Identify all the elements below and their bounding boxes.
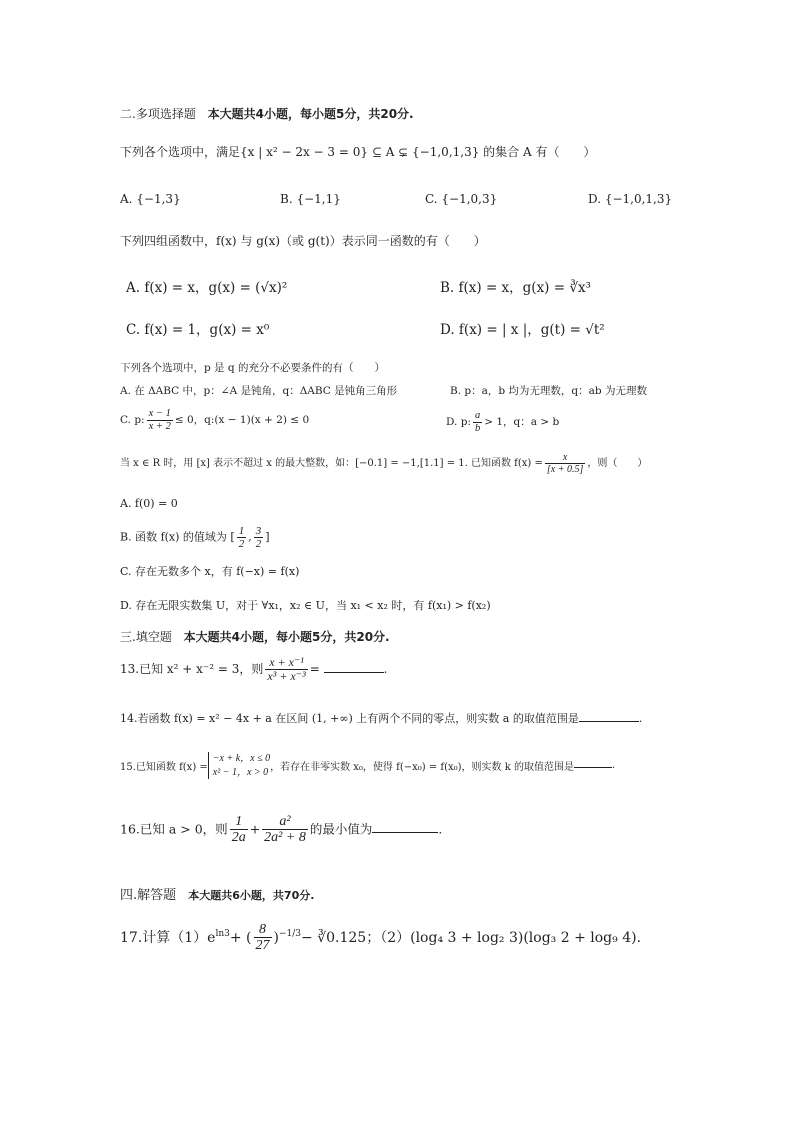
section-4-desc: 本大题共6小题，共70分.: [188, 889, 315, 902]
question-14: 14.若函数 f(x) = x² − 4x + a 在区间 (1, +∞) 上有两个不同的零点，则实数 a 的取值范围是 .: [120, 712, 643, 725]
q11-c-fraction: [147, 408, 173, 432]
q16-num-2: a²: [262, 814, 308, 830]
q15-row-2: x² − 1，x > 0: [212, 766, 269, 778]
question-15: 15.已知函数 f(x) = −x + k，x ≤ 0 x² − 1，x > 0 ，若存在非零实数 x₀，使得 f(−x₀) = f(x₀)，则实数 k 的取值范围是 .: [120, 753, 616, 778]
q11-option-c: [120, 408, 309, 432]
q12-f-denominator: [x + 0.5]: [546, 464, 584, 475]
q13-fraction: [265, 656, 307, 683]
question-11-stem: 下列各个选项中，p 是 q 的充分不必要条件的有（ ）: [120, 362, 385, 374]
q16-num-1: 1: [230, 814, 248, 830]
q16-fraction-1: [230, 814, 248, 846]
question-9-stem: 下列各个选项中，满足{x | x² − 2x − 3 = 0} ⊆ A ⊊ {−1,0,1,3} 的集合 A 有（ ）: [120, 145, 596, 159]
q12-b-num-2: 3: [255, 525, 262, 537]
q12-b-num-1: 1: [238, 525, 245, 537]
q16-fraction-2: [262, 814, 308, 846]
q11-d-suffix: > 1，q：a > b: [484, 416, 560, 429]
q14-answer-blank[interactable]: [579, 711, 639, 722]
section-3-desc: 本大题共4小题，每小题5分，共20分.: [183, 630, 390, 644]
question-10-stem: 下列四组函数中，f(x) 与 g(x)（或 g(t)）表示同一函数的有（ ）: [120, 234, 486, 248]
q11-c-numerator: x − 1: [148, 408, 171, 419]
q12-f-numerator: x: [545, 452, 585, 464]
q17-numerator: 8: [254, 922, 272, 938]
section-4-heading: [120, 884, 314, 903]
q17-denominator: 27: [255, 938, 270, 954]
q11-c-prefix: C. p:: [120, 414, 145, 427]
q12-option-a: A. f(0) = 0: [120, 497, 178, 510]
q11-c-denominator: x + 2: [148, 420, 171, 432]
q15-suffix: ，若存在非零实数 x₀，使得 f(−x₀) = f(x₀)，则实数 k 的取值范围是: [270, 762, 574, 773]
q10-option-b: B. f(x) = x，g(x) = ∛x³: [440, 280, 591, 296]
q12-option-b: B. 函数 f(x) 的值域为 [ $\frac{1}{2}$ , $\frac{3}{2}$ ]: [120, 525, 270, 551]
q13-equals: =: [309, 662, 324, 677]
q15-prefix: 15.已知函数 f(x) =: [120, 762, 208, 773]
q11-d-denominator: b: [474, 422, 481, 434]
q16-den-1: 2a: [231, 830, 246, 846]
q14-text: 14.若函数 f(x) = x² − 4x + a 在区间 (1, +∞) 上有两个不同的零点，则实数 a 的取值范围是: [120, 712, 579, 725]
q11-option-d: [446, 410, 559, 434]
q16-den-2: 2a² + 8: [264, 830, 306, 846]
q17-prefix: 17.计算（1）e: [120, 929, 216, 946]
q12-b-fraction-2: [254, 525, 264, 550]
section-2-heading: [120, 105, 414, 122]
q11-d-prefix: D. p:: [446, 416, 471, 429]
q17-exponent-1: ln3: [215, 929, 230, 940]
question-12: [120, 452, 647, 475]
section-4-title: 四.解答题: [120, 888, 177, 903]
q12-function-fraction: [545, 452, 585, 475]
q9-option-a: A. {−1,3}: [120, 192, 181, 206]
q13-denominator: x³ + x⁻³: [267, 669, 306, 684]
q9-option-c: C. {−1,0,3}: [425, 192, 498, 206]
q10-option-d: D. f(x) = | x |，g(t) = √t²: [440, 322, 605, 338]
q17-paren-open: + (: [229, 929, 252, 946]
section-3-title: 三.填空题: [120, 630, 172, 644]
question-9: [120, 143, 595, 160]
question-13: 13.已知 x² + x⁻² = 3，则 $\frac{\text{x + x⁻¹}}{\text{x³ + x⁻³}}$ = .: [120, 655, 388, 684]
q15-piecewise: [208, 752, 270, 779]
q16-suffix: 的最小值为: [309, 821, 373, 837]
q17-paren-close: ): [273, 929, 279, 946]
q13-numerator: x + x⁻¹: [265, 656, 307, 670]
question-12-stem: 当 x ∈ R 时，用 [x] 表示不超过 x 的最大整数，如：[−0.1] = −1,[1.1] = 1. 已知函数 f(x) =: [120, 458, 543, 469]
q12-option-d: D. 存在无限实数集 U，对于 ∀x₁，x₂ ∈ U，当 x₁ < x₂ 时，有 f(x₁) > f(x₂): [120, 599, 491, 612]
q13-prefix: 13.已知 x² + x⁻² = 3，则: [120, 662, 264, 677]
q12-option-c: C. 存在无数多个 x，有 f(−x) = f(x): [120, 565, 300, 578]
q11-d-fraction: [473, 410, 482, 434]
q16-plus: +: [249, 821, 261, 837]
q17-rest: − ∛0.125；（2）(log₄ 3 + log₂ 3)(log₃ 2 + log₉ 4).: [301, 929, 642, 946]
q12-b-suffix: ]: [265, 530, 270, 544]
q16-answer-blank[interactable]: [372, 822, 438, 833]
q12-b-prefix: B. 函数 f(x) 的值域为 [: [120, 530, 235, 544]
q11-option-b: B. p：a，b 均为无理数，q：ab 为无理数: [450, 385, 647, 397]
section-2-desc: 本大题共4小题，每小题5分，共20分.: [207, 107, 414, 121]
q17-exponent-2: −1/3: [279, 929, 302, 940]
question-16: 16.已知 a > 0，则 $\frac{1}{2a}$ + $\frac{\text{a²}}{\text{2a² + 8}}$ 的最小值为 .: [120, 814, 443, 846]
q15-row-1: −x + k，x ≤ 0: [212, 753, 271, 764]
q10-option-c: C. f(x) = 1，g(x) = x⁰: [126, 322, 270, 338]
q10-option-a: A. f(x) = x，g(x) = (√x)²: [126, 280, 288, 296]
q13-answer-blank[interactable]: [324, 662, 384, 673]
q11-d-numerator: a: [474, 410, 481, 421]
question-10: [120, 232, 486, 249]
section-3-heading: [120, 628, 390, 645]
question-17: [120, 922, 641, 954]
q16-prefix: 16.已知 a > 0，则: [120, 821, 228, 837]
q12-b-den-2: 2: [255, 538, 262, 551]
q17-fraction: [254, 922, 272, 954]
section-2-title: 二.多项选择题: [120, 107, 196, 121]
q11-c-suffix: ≤ 0，q:(x − 1)(x + 2) ≤ 0: [174, 414, 310, 427]
q15-answer-blank[interactable]: [574, 757, 612, 768]
q9-option-b: B. {−1,1}: [280, 192, 341, 206]
q12-b-den-1: 2: [238, 538, 245, 551]
q11-option-a: A. 在 ΔABC 中，p：∠A 是钝角，q：ΔABC 是钝角三角形: [120, 385, 398, 397]
q9-option-d: D. {−1,0,1,3}: [588, 192, 673, 206]
q12-b-fraction-1: [237, 525, 247, 550]
question-11: [120, 360, 385, 375]
question-12-stem-end: ，则（ ）: [587, 458, 648, 469]
